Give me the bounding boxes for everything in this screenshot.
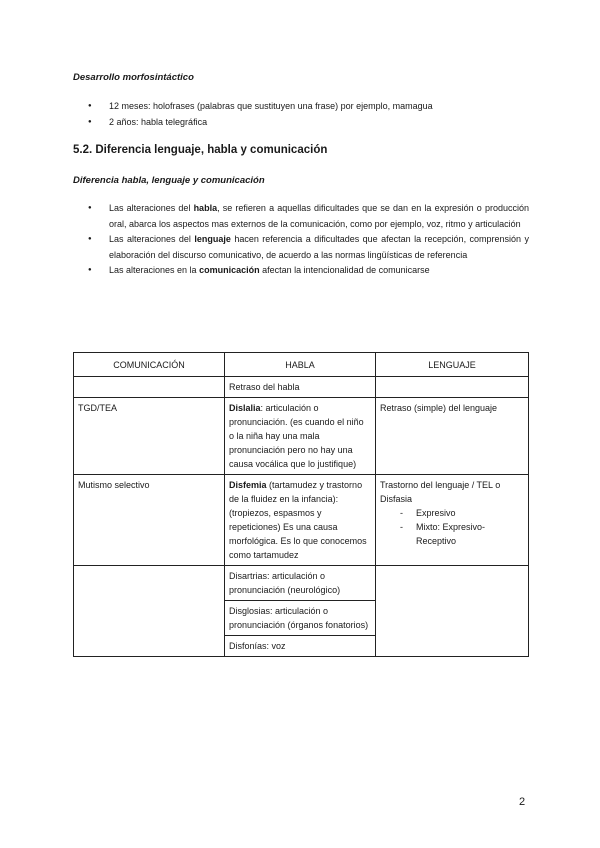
table-cell xyxy=(74,377,225,398)
table-cell: Disglosias: articulación o pronunciación (órganos fonatorios) xyxy=(225,601,376,636)
table-row xyxy=(74,475,529,566)
morph-list xyxy=(73,99,529,130)
header-comunicacion: COMUNICACIÓN xyxy=(74,353,225,377)
list-item: ● Las alteraciones del habla, se refieren a aquellas dificultades que se dan en la expresión o producción oral, abarca los aspectos mas externos de la comunicación, como por ejemplo, voz, ritmo y articulación xyxy=(73,201,529,232)
table-cell: Disfonías: voz xyxy=(225,636,376,657)
subheading: Diferencia habla, lenguaje y comunicación xyxy=(73,175,265,186)
table-row xyxy=(74,398,529,475)
page-number: 2 xyxy=(519,796,526,808)
table-cell: TGD/TEA xyxy=(74,398,225,475)
section-title: 5.2. Diferencia lenguaje, habla y comunicación xyxy=(73,144,328,156)
table-header-row xyxy=(74,353,529,377)
list-item: - Expresivo xyxy=(380,506,524,520)
table-cell: Disartrias: articulación o pronunciación (neurológico) xyxy=(225,566,376,601)
bullet-list xyxy=(73,201,529,279)
list-item: ● Las alteraciones en la comunicación afectan la intencionalidad de comunicarse xyxy=(73,263,529,279)
list-item: ● 2 años: habla telegráfica xyxy=(73,115,529,131)
list-item: ● Las alteraciones del lenguaje hacen referencia a dificultades que afectan la recepción, comprensión y elaboración del discurso comunicativo, de acuerdo a las normas lingüísticas de referencia xyxy=(73,232,529,263)
table-cell: Trastorno del lenguaje / TEL o Disfasia - Expresivo - Mixto: Expresivo-Receptivo xyxy=(376,475,529,566)
table-cell: Dislalia: articulación o pronunciación. (es cuando el niño o la niña hay una mala pronunciación pero no hay una causa vocálica que lo justifique) xyxy=(225,398,376,475)
table-cell xyxy=(376,377,529,398)
header-habla: HABLA xyxy=(225,353,376,377)
list-item: ● 12 meses: holofrases (palabras que sustituyen una frase) por ejemplo, mamagua xyxy=(73,99,529,115)
table-cell: Retraso (simple) del lenguaje xyxy=(376,398,529,475)
table-cell: Retraso del habla xyxy=(225,377,376,398)
table-row xyxy=(74,566,529,601)
table-cell: Disfemia (tartamudez y trastorno de la fluidez en la infancia): (tropiezos, espasmos y repeticiones) Es una causa morfológica. Es lo que conocemos como tartamudez xyxy=(225,475,376,566)
table-cell xyxy=(376,566,529,657)
table-row xyxy=(74,377,529,398)
list-item: - Mixto: Expresivo-Receptivo xyxy=(380,520,524,548)
comparison-table xyxy=(73,352,529,657)
sub-list xyxy=(380,506,524,548)
heading-morfosintactico: Desarrollo morfosintáctico xyxy=(73,72,194,83)
header-lenguaje: LENGUAJE xyxy=(376,353,529,377)
table-cell: Mutismo selectivo xyxy=(74,475,225,566)
table-cell xyxy=(74,566,225,657)
